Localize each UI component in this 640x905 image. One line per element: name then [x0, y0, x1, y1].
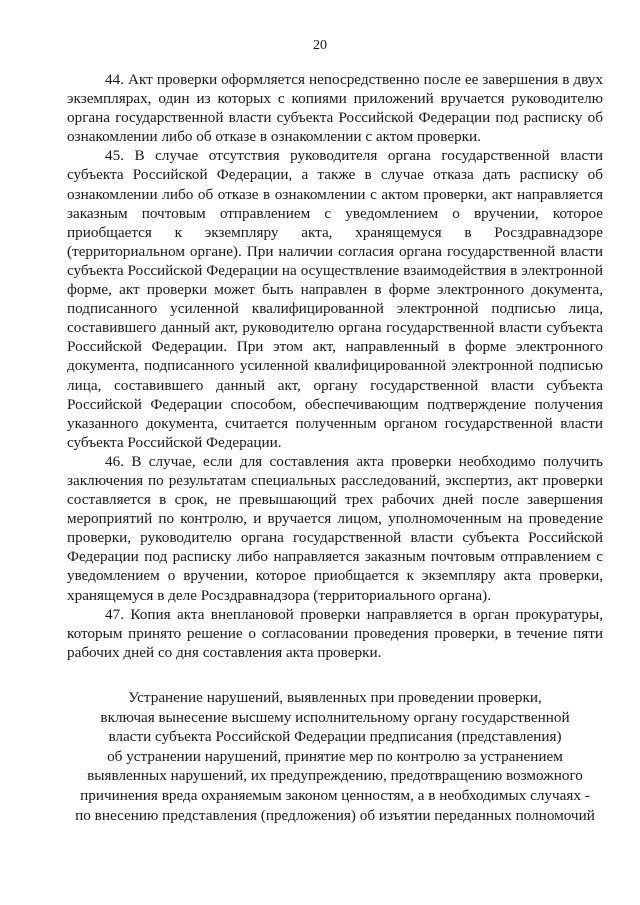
page-number: 20 [313, 38, 327, 53]
paragraph-47: 47. Копия акта внеплановой проверки направляется в орган прокуратуры, которым принято решение о согласовании проведения проверки, в течение пяти рабочих дней со дня составления акта проверки. [67, 605, 603, 661]
section-heading-line: Устранение нарушений, выявленных при проведении проверки, [128, 689, 542, 706]
section-heading-line: об устранении нарушений, принятие мер по контролю за устранением [107, 747, 563, 765]
section-heading-line: власти субъекта Российской Федерации предписания (представления) [108, 728, 562, 746]
paragraph-45: 45. В случае отсутствия руководителя органа государственной власти субъекта Российской Федерации, а также в случае отказа дать расписку об ознакомлении либо об отказе в ознакомлении с актом проверки, акт направляется заказным почтовым отправлением с уведомлением о вручении, которое приобщается к экземпляру акта, хранящемуся в Росздравнадзоре (территориальном органе). При наличии согласия органа государственной власти субъекта Российской Федерации на осуществление взаимодействия в электронной форме, акт проверки может быть направлен в форме электронного документа, подписанного усиленной квалифицированной электронной подписью лица, составившего данный акт, руководителю органа государственной власти субъекта Российской Федерации. При этом акт, направленный в форме электронного документа, подписанного усиленной квалифицированной электронной подписью лица, составившего данный акт, органу государственной власти субъекта Российской Федерации способом, обеспечивающим подтверждение получения указанного документа, считается полученным органом государственной власти субъекта Российской Федерации. [67, 147, 603, 451]
section-heading-line: по внесению представления (предложения) об изъятии переданных полномочий [75, 806, 595, 824]
paragraph-44: 44. Акт проверки оформляется непосредственно после ее завершения в двух экземплярах, один из которых с копиями приложений вручается руководителю органа государственной власти субъекта Российской Федерации под расписку об ознакомлении либо об отказе в ознакомлении с актом проверки. [67, 71, 603, 146]
section-heading [67, 688, 603, 825]
section-heading-line: выявленных нарушений, их предупреждению, предотвращению возможного [87, 767, 583, 785]
section-heading-line: причинения вреда охраняемым законом ценностям, а в необходимых случаях - [80, 786, 590, 804]
section-heading-line: включая вынесение высшему исполнительному органу государственной [100, 708, 570, 726]
paragraph-46: 46. В случае, если для составления акта проверки необходимо получить заключения по результатам специальных расследований, экспертиз, акт проверки составляется в срок, не превышающий трех рабочих дней после завершения мероприятий по контролю, и вручается лицом, уполномоченным на проведение проверки, руководителю органа государственной власти субъекта Российской Федерации под расписку либо направляется заказным почтовым отправлением с уведомлением о вручении, которое приобщается к экземпляру акта проверки, хранящемуся в деле Росздравнадзора (территориального органа). [67, 452, 603, 604]
document-body [67, 70, 603, 662]
